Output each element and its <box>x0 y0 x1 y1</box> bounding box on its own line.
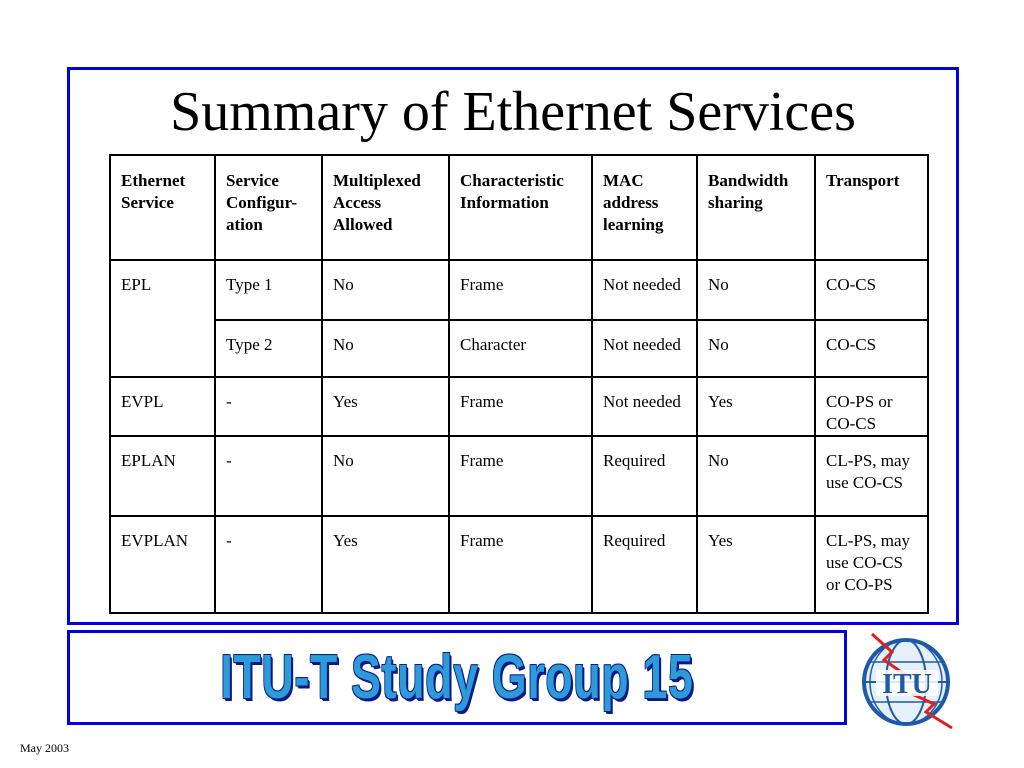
ethernet-services-table <box>109 154 929 614</box>
cell-transport: CO-CS <box>815 320 928 377</box>
cell-multiplexed: No <box>322 436 449 516</box>
cell-multiplexed: Yes <box>322 377 449 436</box>
header-transport: Transport <box>815 155 928 260</box>
table-header-row <box>110 155 928 260</box>
footer-banner <box>67 630 847 725</box>
cell-service: EVPLAN <box>110 516 215 613</box>
cell-multiplexed: No <box>322 320 449 377</box>
cell-mac: Not needed <box>592 320 697 377</box>
cell-service: EVPL <box>110 377 215 436</box>
cell-mac: Required <box>592 516 697 613</box>
table-row <box>110 260 928 320</box>
cell-bandwidth: No <box>697 260 815 320</box>
cell-info: Frame <box>449 377 592 436</box>
header-service-configuration: Service Configur-ation <box>215 155 322 260</box>
cell-config: Type 1 <box>215 260 322 320</box>
itu-logo-icon <box>858 630 958 730</box>
table-row <box>110 320 928 377</box>
header-multiplexed-access: Multiplexed Access Allowed <box>322 155 449 260</box>
header-ethernet-service: Ethernet Service <box>110 155 215 260</box>
cell-transport: CO-CS <box>815 260 928 320</box>
table-row <box>110 436 928 516</box>
cell-service: EPL <box>110 260 215 377</box>
cell-bandwidth: No <box>697 320 815 377</box>
logo-text: ITU <box>882 669 932 700</box>
cell-mac: Not needed <box>592 260 697 320</box>
cell-info: Frame <box>449 516 592 613</box>
cell-config: - <box>215 516 322 613</box>
header-bandwidth-sharing: Bandwidth sharing <box>697 155 815 260</box>
cell-config: - <box>215 436 322 516</box>
cell-transport: CO-PS or CO-CS <box>815 377 928 436</box>
slide-date: May 2003 <box>20 741 69 755</box>
cell-service: EPLAN <box>110 436 215 516</box>
cell-bandwidth: Yes <box>697 377 815 436</box>
cell-multiplexed: No <box>322 260 449 320</box>
cell-info: Character <box>449 320 592 377</box>
cell-info: Frame <box>449 436 592 516</box>
cell-bandwidth: No <box>697 436 815 516</box>
footer-title: ITU-T Study Group 15 <box>220 643 694 712</box>
cell-transport: CL-PS, may use CO-CS <box>815 436 928 516</box>
table-row <box>110 377 928 436</box>
table-row <box>110 516 928 613</box>
slide-title: Summary of Ethernet Services <box>170 81 856 143</box>
cell-transport: CL-PS, may use CO-CS or CO-PS <box>815 516 928 613</box>
cell-config: Type 2 <box>215 320 322 377</box>
slide-frame <box>67 67 959 625</box>
header-mac-address-learning: MAC address learning <box>592 155 697 260</box>
cell-mac: Required <box>592 436 697 516</box>
cell-bandwidth: Yes <box>697 516 815 613</box>
cell-config: - <box>215 377 322 436</box>
header-characteristic-information: Characteristic Information <box>449 155 592 260</box>
cell-multiplexed: Yes <box>322 516 449 613</box>
cell-mac: Not needed <box>592 377 697 436</box>
cell-info: Frame <box>449 260 592 320</box>
